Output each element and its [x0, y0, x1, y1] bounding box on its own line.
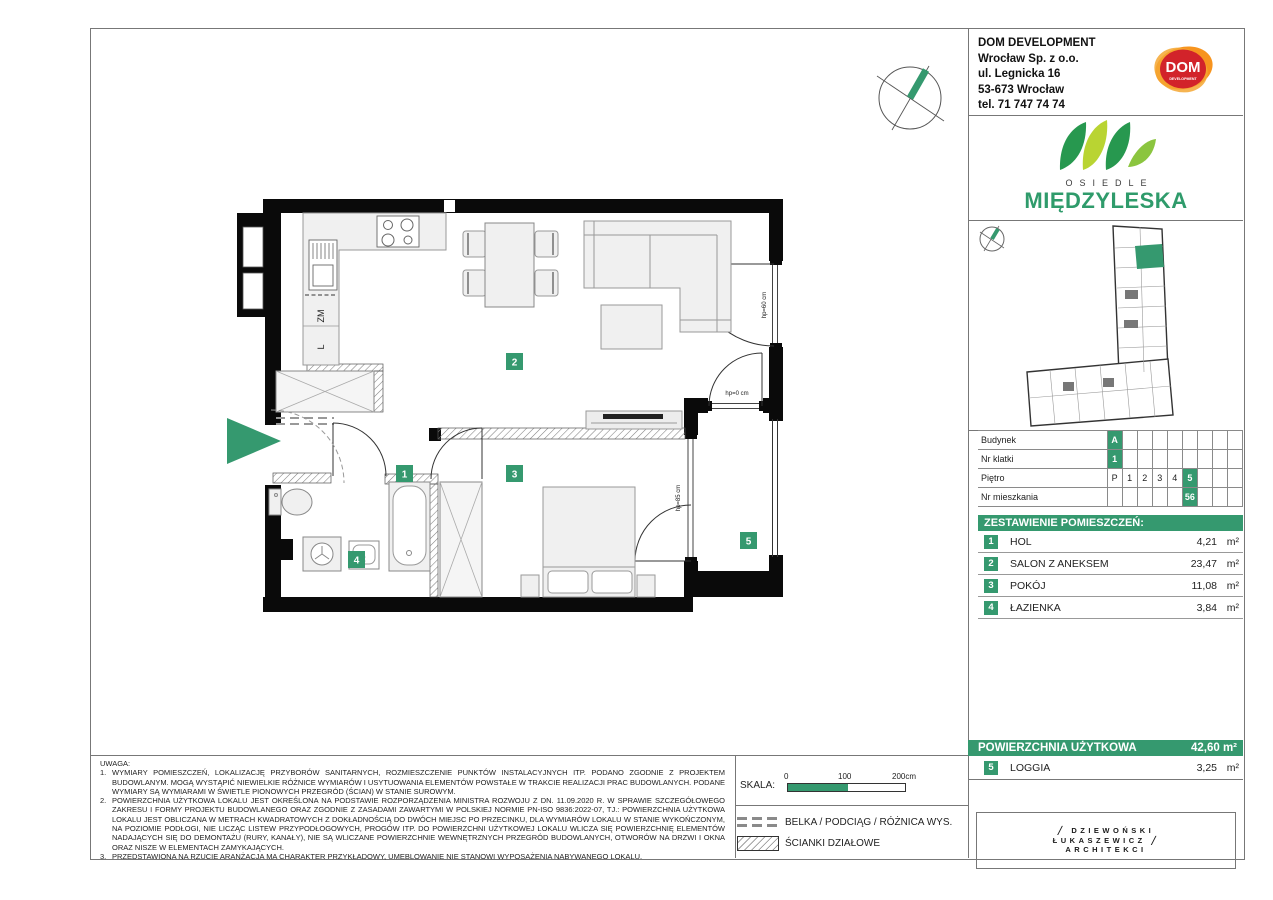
unit-info-cell — [1167, 488, 1182, 506]
loggia-railing — [773, 419, 778, 557]
loggia-name: LOGGIA — [1010, 761, 1051, 774]
room3-window — [635, 435, 698, 561]
estate-label: OSIEDLE — [1065, 178, 1154, 188]
note-item-1 — [100, 768, 725, 796]
building-site-plan — [975, 222, 1241, 428]
note-number: 3. — [100, 851, 107, 861]
scale-legend-divider — [735, 805, 968, 806]
hp0-label: hp=0 cm — [725, 391, 749, 397]
unit-info-cell — [1197, 469, 1212, 487]
unit-info-cell — [1137, 488, 1152, 506]
room-number-badge: 2 — [984, 557, 998, 571]
bottom-band-divider — [90, 755, 968, 756]
unit-info-label: Nr klatki — [981, 454, 1014, 464]
unit-info-cell — [1122, 450, 1137, 468]
unit-info-cell: P — [1107, 469, 1122, 487]
loggia-number-badge: 5 — [984, 761, 998, 775]
company-phone: tel. 71 747 74 74 — [978, 99, 1065, 111]
unit-info-cell: 4 — [1167, 469, 1182, 487]
unit-info-cell: 5 — [1182, 469, 1197, 487]
unit-info-cell — [1122, 431, 1137, 449]
scale-tick-200: 200cm — [892, 772, 917, 781]
usable-area-label: POWIERZCHNIA UŻYTKOWA — [978, 742, 1137, 754]
bed — [543, 487, 635, 597]
unit-info-row — [978, 469, 1243, 488]
room-number-badge: 4 — [984, 601, 998, 615]
scale-tick-100: 100 — [838, 772, 852, 781]
company-info — [978, 36, 1148, 114]
apartment-floor-plan — [225, 185, 815, 615]
kitchen-counter — [303, 213, 446, 365]
usable-area-value: 42,60 m² — [1190, 742, 1237, 754]
unit-info-cell: 3 — [1152, 469, 1167, 487]
hp60-label: hp=60 cm — [762, 291, 768, 319]
nightstand-left — [521, 575, 539, 597]
unit-info-table — [978, 430, 1243, 507]
partition-legend-icon — [737, 836, 779, 851]
unit-info-cell — [1197, 450, 1212, 468]
company-address-1: Wrocław Sp. z o.o. — [978, 52, 1079, 65]
room-unit: m² — [1226, 579, 1239, 592]
unit-info-cell — [1212, 488, 1227, 506]
unit-info-cell — [1182, 450, 1197, 468]
note-number: 2. — [100, 796, 107, 806]
washing-machine — [303, 537, 341, 571]
beam-legend-label: BELKA / PODCIĄG / RÓŻNICA WYS. — [785, 817, 953, 828]
note-text: POWIERZCHNIA UŻYTKOWA LOKALU JEST OKREŚLONA NA PODSTAWIE ROZPORZĄDZENIA MINISTRA ROZWOJU Z DN. 11.09.2020 R. W SPRAWIE SZCZEGÓŁOWEGO ZAKRESU I FORMY PROJEKTU BUDOWLANEGO ORAZ ZGODNIE Z ZASADAMI ZAWARTYMI W POLSKIEJ NORMIE PN-ISO 9836:2022-07, TJ.: POWIERZCHNIA UŻYTKOWA LOKALU JEST OBLICZANA W METRACH KWADRATOWYCH Z DOKŁADNOŚCIĄ DO DWÓCH MIEJSC PO PRZECINKU, DLA WYMIARÓW LOKALU W STANIE WYKOŃCZONYM, NA POZIOMIE PODŁOGI, NIE LICZĄC LISTEW PRZYPODŁOGOWYCH, PROGÓW ITP. DO POWIERZCHNI UŻYTKOWEJ LOKALU WLICZA SIĘ POWIERZCHNIĘ ELEMENTÓW NADAJĄCYCH SIĘ DO DEMONTAŻU (RURY, KANAŁY), NIE SĄ WLICZANE POWIERZCHNIE WEWNĘTRZNYCH PRZEGRÓD BUDOWLANYCH, OTWORÓW NA DRZWI I OKNA ORAZ NISZE W ELEMENTACH ZAMYKAJĄCYCH. — [112, 796, 725, 852]
loggia-area: 3,25 — [1196, 761, 1217, 774]
note-item-3 — [100, 852, 725, 861]
unit-info-row — [978, 488, 1243, 507]
panel-hline-2 — [968, 220, 1243, 221]
unit-info-label: Budynek — [981, 435, 1017, 445]
hp85-label: hp=85 cm — [676, 484, 682, 512]
company-name: DOM DEVELOPMENT — [978, 37, 1096, 49]
unit-info-cell — [1152, 488, 1167, 506]
fridge-label: L — [316, 344, 326, 350]
unit-info-cell: 56 — [1182, 488, 1197, 506]
company-address-3: 53-673 Wrocław — [978, 83, 1065, 96]
unit-info-cell — [1107, 488, 1122, 506]
estate-logo-leaves-icon — [969, 120, 1243, 177]
highlighted-unit — [1135, 244, 1164, 269]
unit-info-cell — [1227, 469, 1243, 487]
notes-title: UWAGA: — [100, 759, 131, 768]
architect-line-2: ŁUKASZEWICZ ╱ — [1052, 835, 1160, 845]
room-row — [978, 531, 1243, 553]
dining-table — [463, 223, 558, 307]
loggia-door — [708, 353, 763, 412]
coffee-table — [601, 305, 662, 349]
scale-bar-filled — [788, 784, 848, 791]
svg-text:4: 4 — [353, 555, 360, 567]
svg-text:2: 2 — [511, 357, 518, 369]
room-unit: m² — [1226, 601, 1239, 614]
usable-area-bar — [968, 740, 1243, 756]
svg-text:5: 5 — [745, 536, 752, 548]
nightstand-right — [637, 575, 655, 597]
unit-info-cell — [1227, 431, 1243, 449]
unit-info-cell: 1 — [1107, 450, 1122, 468]
scale-bar — [787, 783, 906, 792]
unit-info-cell — [1167, 431, 1182, 449]
unit-info-label: Piętro — [981, 473, 1005, 483]
scale-tick-0: 0 — [784, 772, 789, 781]
unit-info-cell — [1152, 450, 1167, 468]
unit-info-cell — [1212, 431, 1227, 449]
notes-scale-divider — [735, 755, 736, 858]
architect-line-3: ARCHITEKCI — [1065, 845, 1147, 855]
dishwasher-label: ZM — [316, 309, 326, 323]
unit-info-cell — [1212, 450, 1227, 468]
room-area: 11,08 — [1191, 579, 1217, 592]
toilet — [269, 489, 312, 515]
estate-name: MIĘDZYLESKA — [1024, 188, 1188, 213]
room-name: HOL — [1010, 535, 1032, 548]
rooms-table-header: ZESTAWIENIE POMIESZCZEŃ: — [978, 515, 1243, 531]
unit-info-cell — [1167, 450, 1182, 468]
room-unit: m² — [1226, 535, 1239, 548]
unit-info-cell — [1137, 431, 1152, 449]
rooms-list — [978, 531, 1243, 619]
room-row — [978, 597, 1243, 619]
site-compass-icon — [980, 226, 1004, 251]
room-area: 3,84 — [1196, 601, 1217, 614]
unit-info-cell — [1137, 450, 1152, 468]
unit-info-cell: 2 — [1137, 469, 1152, 487]
room-area: 23,47 — [1190, 557, 1217, 570]
svg-text:1: 1 — [401, 469, 408, 481]
loggia-unit: m² — [1226, 761, 1239, 774]
room-number-badge: 1 — [984, 535, 998, 549]
unit-info-cell — [1197, 431, 1212, 449]
note-text: PRZEDSTAWIONA NA RZUCIE ARANŻACJA MA CHARAKTER PRZYKŁADOWY, UMEBLOWANIE NIE STANOWI WYPOSAŻENIA NABYWANEGO LOKALU. — [112, 851, 643, 861]
unit-info-cell — [1152, 431, 1167, 449]
architect-line-1: ╱ DZIEWOŃSKI — [1057, 826, 1155, 836]
partition-legend-label: ŚCIANKI DZIAŁOWE — [785, 838, 881, 849]
room-row — [978, 575, 1243, 597]
scale-label: SKALA: — [740, 780, 776, 791]
unit-info-cell — [1182, 431, 1197, 449]
room-name: ŁAZIENKA — [1010, 601, 1061, 614]
north-compass-icon — [855, 45, 965, 155]
loggia-row — [968, 756, 1243, 780]
svg-text:3: 3 — [511, 469, 518, 481]
note-text: WYMIARY POMIESZCZEŃ, LOKALIZACJĘ PRZYBORÓW SANITARNYCH, ROZMIESZCZENIE PUNKTÓW INSTALACYJNYCH ITP. PODANO ZGODNIE Z PROJEKTEM BUDOWLANYM. MOGĄ WYSTĄPIĆ NIEWIELKIE RÓŻNICE WYMIARÓW I USYTUOWANIA ELEMENTÓW POWSTAŁE W TRAKCIE REALIZACJI PRAC BUDOWLANYCH. PODANE WYMIARY SĄ WYMIARAMI W ŚWIETLE PIONOWYCH PRZEGRÓD (ŚCIAN) W STANIE SUROWYM. — [112, 768, 725, 796]
unit-info-row — [978, 450, 1243, 469]
tv-sideboard — [586, 411, 682, 429]
unit-info-cell: A — [1107, 431, 1122, 449]
beam-legend-icon — [737, 817, 779, 831]
entry-wardrobe — [276, 371, 374, 412]
room-area: 4,21 — [1196, 535, 1217, 548]
room-number-badge: 3 — [984, 579, 998, 593]
company-address-2: ul. Legnicka 16 — [978, 68, 1061, 80]
note-number: 1. — [100, 768, 107, 778]
unit-info-cell — [1227, 450, 1243, 468]
unit-info-cell — [1122, 488, 1137, 506]
unit-info-cell — [1227, 488, 1243, 506]
unit-info-cell: 1 — [1122, 469, 1137, 487]
unit-info-row — [978, 430, 1243, 450]
notes-block — [100, 759, 725, 861]
room-row — [978, 553, 1243, 575]
estate-logo — [969, 116, 1243, 219]
stove — [377, 216, 419, 247]
room-name: SALON Z ANEKSEM — [1010, 557, 1109, 570]
unit-info-cell — [1197, 488, 1212, 506]
unit-info-cell — [1212, 469, 1227, 487]
note-item-2 — [100, 796, 725, 852]
dom-development-logo-icon — [1150, 40, 1216, 105]
room-unit: m² — [1226, 557, 1239, 570]
bedroom-wardrobe — [440, 482, 482, 597]
architect-logo — [976, 812, 1236, 869]
dom-logo-subtext: DEVELOPMENT — [1169, 77, 1197, 81]
room-name: POKÓJ — [1010, 579, 1046, 592]
dom-logo-text: DOM — [1165, 59, 1201, 76]
bathtub — [389, 482, 430, 571]
unit-info-label: Nr mieszkania — [981, 492, 1039, 502]
